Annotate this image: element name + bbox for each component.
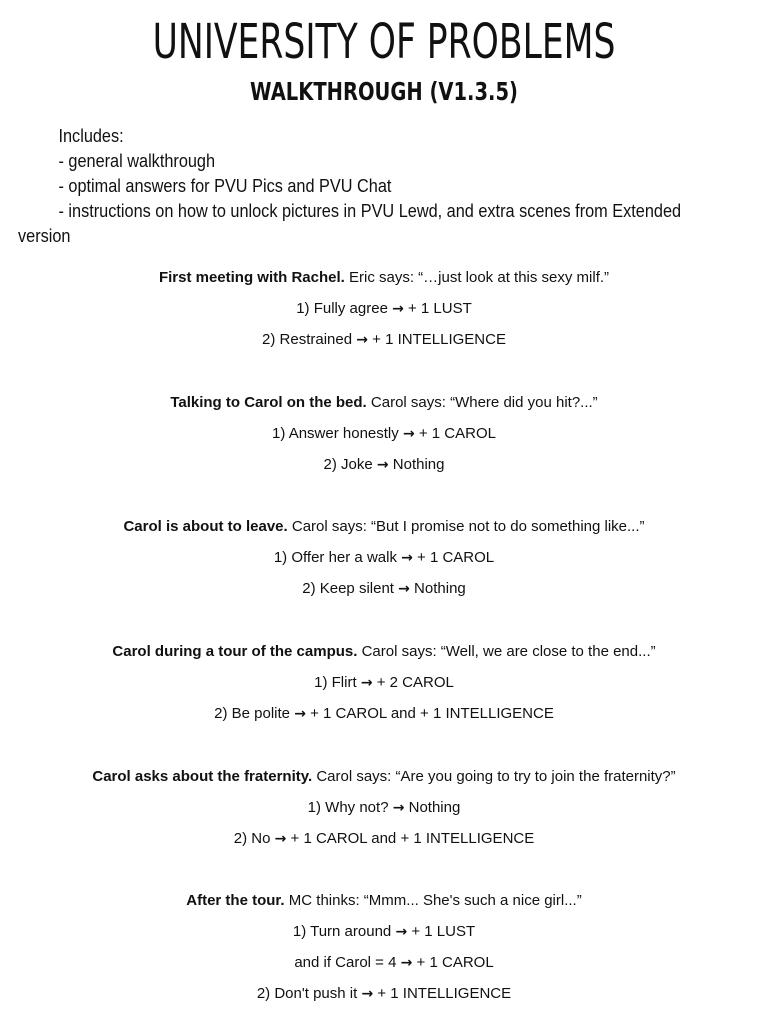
option-result: + 1 LUST <box>411 923 476 940</box>
option-result: + 1 CAROL <box>418 425 496 442</box>
option-choice: 1) Fully agree <box>296 300 388 317</box>
section-heading: Carol is about to leave. <box>123 518 288 535</box>
option-condition: and if Carol = 4 <box>294 954 397 971</box>
option-choice: 2) Joke <box>323 456 373 473</box>
option-choice: 2) No <box>233 830 271 847</box>
includes-item: - general walkthrough <box>58 150 216 171</box>
arrow-right-icon: → <box>361 986 374 1002</box>
option-choice: 1) Turn around <box>292 923 392 940</box>
option-line <box>0 798 768 818</box>
section-quote: Carol says: “But I promise not to do something like...” <box>291 518 645 535</box>
option-line <box>0 673 768 693</box>
option-result: Nothing <box>414 580 466 597</box>
walkthrough-section <box>0 268 768 350</box>
option-choice: 2) Keep silent <box>302 580 394 597</box>
includes-item: - instructions on how to unlock pictures in PVU Lewd, and extra scenes from Extended <box>58 200 682 221</box>
section-quote: Carol says: “Where did you hit?...” <box>370 394 598 411</box>
option-result: Nothing <box>408 799 461 816</box>
section-quote: Eric says: “…just look at this sexy milf.” <box>348 269 610 286</box>
option-choice: 1) Why not? <box>307 799 389 816</box>
option-choice: 1) Offer her a walk <box>273 549 397 566</box>
option-line <box>0 548 768 568</box>
arrow-right-icon: → <box>356 332 368 348</box>
includes-heading: Includes: <box>58 125 124 146</box>
document-title: UNIVERSITY OF PROBLEMS <box>152 14 616 70</box>
walkthrough-section <box>0 393 768 475</box>
arrow-right-icon: → <box>395 924 408 940</box>
option-choice: 2) Be polite <box>214 705 291 722</box>
option-result: + 1 CAROL <box>417 549 495 566</box>
includes-item-wrap: version <box>18 225 71 246</box>
arrow-right-icon: → <box>401 550 413 566</box>
option-result: + 1 CAROL <box>416 954 494 971</box>
arrow-right-icon: → <box>376 457 389 473</box>
option-line <box>0 984 768 1004</box>
option-result: + 1 INTELLIGENCE <box>377 985 512 1002</box>
includes-block <box>18 123 758 248</box>
section-heading: Carol asks about the fraternity. <box>92 768 313 785</box>
arrow-right-icon: → <box>392 800 405 816</box>
option-line <box>20 953 768 973</box>
walkthrough-section <box>0 767 768 849</box>
option-line <box>0 922 768 942</box>
option-line <box>0 829 768 849</box>
section-quote: MC thinks: “Mmm... She's such a nice girl...” <box>288 892 582 909</box>
option-result: + 2 CAROL <box>376 674 454 691</box>
option-choice: 2) Don't push it <box>256 985 358 1002</box>
arrow-right-icon: → <box>360 675 373 691</box>
walkthrough-section <box>0 891 768 1004</box>
section-heading: Talking to Carol on the bed. <box>170 394 367 411</box>
section-quote: Carol says: “Are you going to try to join the fraternity?” <box>316 768 676 785</box>
option-choice: 2) Restrained <box>262 331 353 348</box>
arrow-right-icon: → <box>392 301 404 317</box>
section-heading: First meeting with Rachel. <box>158 269 345 286</box>
option-result: + 1 INTELLIGENCE <box>372 331 506 348</box>
option-result: + 1 LUST <box>408 300 472 317</box>
document-subtitle: WALKTHROUGH (V1.3.5) <box>250 77 518 106</box>
arrow-right-icon: → <box>400 955 413 971</box>
option-line <box>0 424 768 444</box>
arrow-right-icon: → <box>402 426 415 442</box>
walkthrough-section <box>0 517 768 599</box>
section-heading: Carol during a tour of the campus. <box>112 643 358 660</box>
arrow-right-icon: → <box>398 581 410 597</box>
arrow-right-icon: → <box>274 831 287 847</box>
option-choice: 1) Answer honestly <box>272 425 399 442</box>
option-result: Nothing <box>392 456 445 473</box>
option-line <box>0 579 768 599</box>
walkthrough-section <box>0 642 768 724</box>
option-line <box>0 455 768 475</box>
option-result: + 1 CAROL and + 1 INTELLIGENCE <box>290 830 535 847</box>
arrow-right-icon: → <box>294 706 306 722</box>
option-line <box>0 330 768 350</box>
includes-item: - optimal answers for PVU Pics and PVU Chat <box>58 175 392 196</box>
option-result: + 1 CAROL and + 1 INTELLIGENCE <box>310 705 554 722</box>
option-line <box>0 704 768 724</box>
section-quote: Carol says: “Well, we are close to the end...” <box>361 643 656 660</box>
option-line <box>0 299 768 319</box>
section-heading: After the tour. <box>186 892 285 909</box>
option-choice: 1) Flirt <box>314 674 357 691</box>
